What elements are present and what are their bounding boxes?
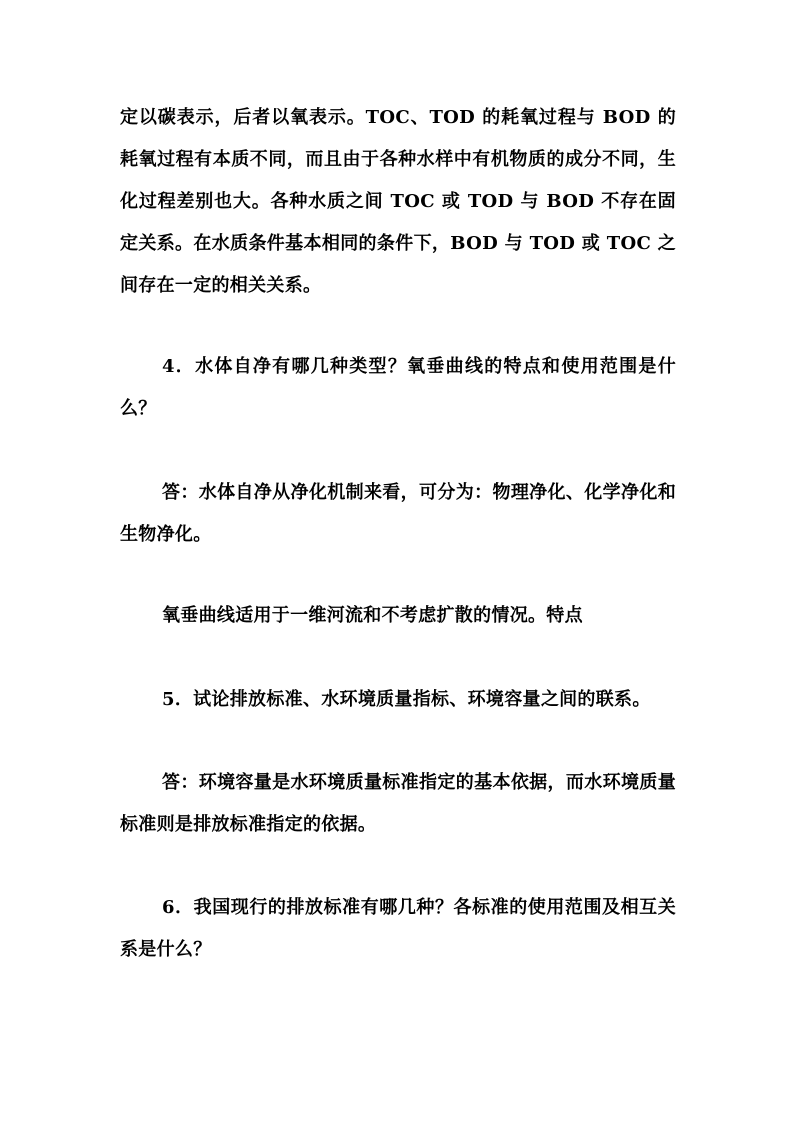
paragraph-toc-tod-bod-relationship: 定以碳表示，后者以氧表示。TOC、TOD 的耗氧过程与 BOD 的耗氧过程有本质不同，而且由于各种水样中有机物质的成分不同，生化过程差别也大。各种水质之间 TOC 或 TOD 与 BOD 不存在固定关系。在水质条件基本相同的条件下，BOD 与 TOD 或 TOC 之间存在一定的相关关系。 bbox=[120, 107, 676, 296]
question-6: 6．我国现行的排放标准有哪几种？各标准的使用范围及相互关系是什么？ bbox=[120, 897, 676, 960]
answer-4: 答：水体自净从净化机制来看，可分为：物理净化、化学净化和生物净化。 bbox=[120, 482, 676, 545]
question-4: 4．水体自净有哪几种类型？氧垂曲线的特点和使用范围是什么？ bbox=[120, 356, 676, 419]
question-5: 5．试论排放标准、水环境质量指标、环境容量之间的联系。 bbox=[162, 689, 651, 710]
answer-4-oxygen-sag-curve: 氧垂曲线适用于一维河流和不考虑扩散的情况。特点 bbox=[162, 605, 583, 626]
answer-5: 答：环境容量是水环境质量标准指定的基本依据，而水环境质量标准则是排放标准指定的依据。 bbox=[120, 772, 676, 835]
